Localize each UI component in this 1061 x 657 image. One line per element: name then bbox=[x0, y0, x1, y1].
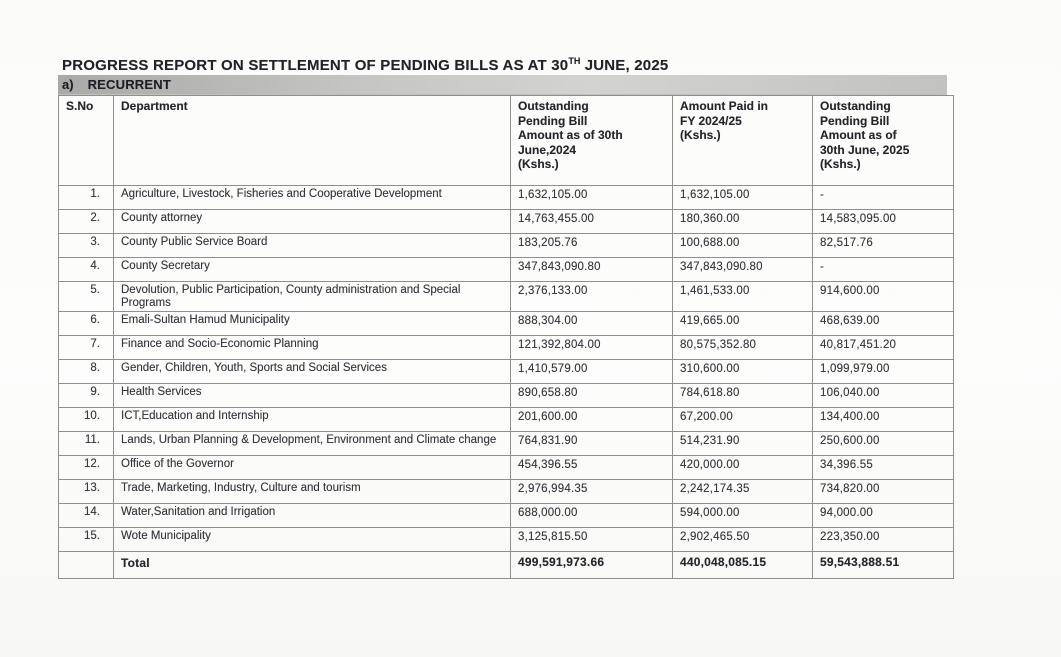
department-cell: County Public Service Board bbox=[114, 234, 511, 258]
row-number-cell: 9. bbox=[59, 384, 114, 408]
col-header-amount-paid: Amount Paid in FY 2024/25 (Kshs.) bbox=[673, 96, 813, 186]
section-prefix: a) bbox=[62, 77, 74, 92]
report-title bbox=[62, 56, 668, 74]
amount-paid-cell: 100,688.00 bbox=[673, 234, 813, 258]
amount-paid-cell: 419,665.00 bbox=[673, 312, 813, 336]
amount-paid-cell: 420,000.00 bbox=[673, 456, 813, 480]
row-number-cell: 5. bbox=[59, 282, 114, 312]
table-row bbox=[59, 186, 954, 210]
row-number-cell: 15. bbox=[59, 528, 114, 552]
table-row bbox=[59, 504, 954, 528]
report-title-ordinal: TH bbox=[568, 56, 581, 66]
department-cell: Lands, Urban Planning & Development, Environment and Climate change bbox=[114, 432, 511, 456]
department-cell: Agriculture, Livestock, Fisheries and Cooperative Development bbox=[114, 186, 511, 210]
department-cell: County Secretary bbox=[114, 258, 511, 282]
row-number-cell: 6. bbox=[59, 312, 114, 336]
outstanding-2025-cell: 1,099,979.00 bbox=[813, 360, 954, 384]
outstanding-2024-cell: 121,392,804.00 bbox=[511, 336, 673, 360]
table-row bbox=[59, 384, 954, 408]
row-number-cell: 7. bbox=[59, 336, 114, 360]
outstanding-2024-cell: 1,410,579.00 bbox=[511, 360, 673, 384]
outstanding-2025-cell: 734,820.00 bbox=[813, 480, 954, 504]
outstanding-2024-cell: 183,205.76 bbox=[511, 234, 673, 258]
amount-paid-cell: 514,231.90 bbox=[673, 432, 813, 456]
outstanding-2025-cell: 468,639.00 bbox=[813, 312, 954, 336]
col-header-outstanding-2025: Outstanding Pending Bill Amount as of 30th June, 2025 (Kshs.) bbox=[813, 96, 954, 186]
row-number-cell: 1. bbox=[59, 186, 114, 210]
outstanding-2024-cell: 14,763,455.00 bbox=[511, 210, 673, 234]
col-header-outstanding-2024: Outstanding Pending Bill Amount as of 30th June,2024 (Kshs.) bbox=[511, 96, 673, 186]
total-empty-cell bbox=[59, 552, 114, 579]
total-outstanding-2024: 499,591,973.66 bbox=[511, 552, 673, 579]
table-row bbox=[59, 456, 954, 480]
table-row bbox=[59, 432, 954, 456]
amount-paid-cell: 1,461,533.00 bbox=[673, 282, 813, 312]
col-header-department: Department bbox=[114, 96, 511, 186]
outstanding-2025-cell: 106,040.00 bbox=[813, 384, 954, 408]
outstanding-2025-cell: 34,396.55 bbox=[813, 456, 954, 480]
department-cell: ICT,Education and Internship bbox=[114, 408, 511, 432]
amount-paid-cell: 347,843,090.80 bbox=[673, 258, 813, 282]
report-title-date: JUNE, 2025 bbox=[580, 57, 669, 74]
row-number-cell: 11. bbox=[59, 432, 114, 456]
department-cell: Devolution, Public Participation, County administration and Special Programs bbox=[114, 282, 511, 312]
table-row bbox=[59, 336, 954, 360]
row-number-cell: 10. bbox=[59, 408, 114, 432]
outstanding-2024-cell: 890,658.80 bbox=[511, 384, 673, 408]
row-number-cell: 14. bbox=[59, 504, 114, 528]
outstanding-2025-cell: 223,350.00 bbox=[813, 528, 954, 552]
table-body bbox=[59, 186, 954, 552]
table-row bbox=[59, 408, 954, 432]
table-row bbox=[59, 360, 954, 384]
table-row bbox=[59, 282, 954, 312]
outstanding-2025-cell: 82,517.76 bbox=[813, 234, 954, 258]
report-title-text: PROGRESS REPORT ON SETTLEMENT OF PENDING BILLS AS AT 30 bbox=[62, 57, 569, 74]
outstanding-2024-cell: 2,976,994.35 bbox=[511, 480, 673, 504]
table-row bbox=[59, 234, 954, 258]
outstanding-2024-cell: 2,376,133.00 bbox=[511, 282, 673, 312]
row-number-cell: 8. bbox=[59, 360, 114, 384]
row-number-cell: 3. bbox=[59, 234, 114, 258]
amount-paid-cell: 180,360.00 bbox=[673, 210, 813, 234]
pending-bills-table bbox=[58, 95, 954, 579]
table-row bbox=[59, 312, 954, 336]
outstanding-2024-cell: 347,843,090.80 bbox=[511, 258, 673, 282]
department-cell: Health Services bbox=[114, 384, 511, 408]
table-row bbox=[59, 528, 954, 552]
row-number-cell: 13. bbox=[59, 480, 114, 504]
department-cell: Office of the Governor bbox=[114, 456, 511, 480]
table-row bbox=[59, 210, 954, 234]
total-amount-paid: 440,048,085.15 bbox=[673, 552, 813, 579]
section-label: RECURRENT bbox=[87, 77, 171, 92]
outstanding-2024-cell: 454,396.55 bbox=[511, 456, 673, 480]
outstanding-2024-cell: 764,831.90 bbox=[511, 432, 673, 456]
total-label: Total bbox=[114, 552, 511, 579]
outstanding-2024-cell: 3,125,815.50 bbox=[511, 528, 673, 552]
row-number-cell: 2. bbox=[59, 210, 114, 234]
outstanding-2024-cell: 688,000.00 bbox=[511, 504, 673, 528]
table-row bbox=[59, 258, 954, 282]
outstanding-2025-cell: 14,583,095.00 bbox=[813, 210, 954, 234]
department-cell: Water,Sanitation and Irrigation bbox=[114, 504, 511, 528]
total-outstanding-2025: 59,543,888.51 bbox=[813, 552, 954, 579]
outstanding-2025-cell: - bbox=[813, 258, 954, 282]
table-header-row bbox=[59, 96, 954, 186]
amount-paid-cell: 67,200.00 bbox=[673, 408, 813, 432]
department-cell: Wote Municipality bbox=[114, 528, 511, 552]
outstanding-2025-cell: 250,600.00 bbox=[813, 432, 954, 456]
outstanding-2025-cell: - bbox=[813, 186, 954, 210]
amount-paid-cell: 2,902,465.50 bbox=[673, 528, 813, 552]
amount-paid-cell: 2,242,174.35 bbox=[673, 480, 813, 504]
amount-paid-cell: 784,618.80 bbox=[673, 384, 813, 408]
outstanding-2024-cell: 888,304.00 bbox=[511, 312, 673, 336]
outstanding-2025-cell: 40,817,451.20 bbox=[813, 336, 954, 360]
table-total-row bbox=[59, 552, 954, 579]
col-header-sno: S.No bbox=[59, 96, 114, 186]
department-cell: Trade, Marketing, Industry, Culture and tourism bbox=[114, 480, 511, 504]
amount-paid-cell: 80,575,352.80 bbox=[673, 336, 813, 360]
outstanding-2025-cell: 914,600.00 bbox=[813, 282, 954, 312]
outstanding-2025-cell: 94,000.00 bbox=[813, 504, 954, 528]
section-header-recurrent bbox=[58, 75, 947, 94]
department-cell: Gender, Children, Youth, Sports and Social Services bbox=[114, 360, 511, 384]
department-cell: Finance and Socio-Economic Planning bbox=[114, 336, 511, 360]
outstanding-2024-cell: 201,600.00 bbox=[511, 408, 673, 432]
department-cell: County attorney bbox=[114, 210, 511, 234]
outstanding-2024-cell: 1,632,105.00 bbox=[511, 186, 673, 210]
department-cell: Emali-Sultan Hamud Municipality bbox=[114, 312, 511, 336]
table-row bbox=[59, 480, 954, 504]
amount-paid-cell: 310,600.00 bbox=[673, 360, 813, 384]
outstanding-2025-cell: 134,400.00 bbox=[813, 408, 954, 432]
amount-paid-cell: 594,000.00 bbox=[673, 504, 813, 528]
row-number-cell: 12. bbox=[59, 456, 114, 480]
amount-paid-cell: 1,632,105.00 bbox=[673, 186, 813, 210]
row-number-cell: 4. bbox=[59, 258, 114, 282]
